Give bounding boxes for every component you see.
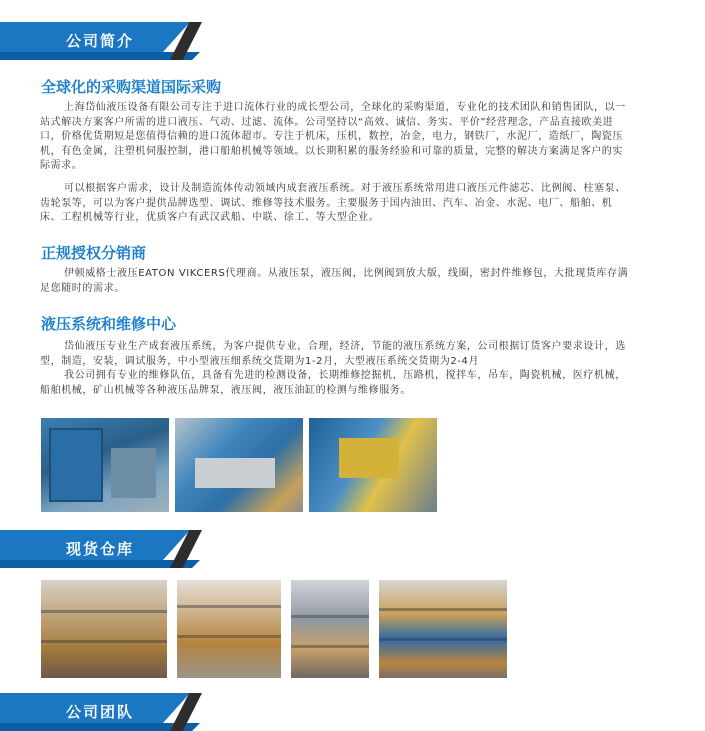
heading-hydraulic-center: 液压系统和维修中心: [41, 315, 177, 333]
paragraph-repair: 我公司拥有专业的维修队伍，具备有先进的检测设备，长期维修挖掘机，压路机，搅拌车，吊车，陶瓷机械，医疗机械，船舶机械，矿山机械等各种液压品牌泵，液压阀，液压油缸的检测与维修服务。: [40, 370, 626, 396]
section-banner-warehouse: [0, 530, 210, 568]
banner-title: 公司团队: [66, 703, 135, 721]
photo-hydraulic-station-2: [175, 418, 303, 512]
paragraph-hydraulic-systems: 岱仙液压专业生产成套液压系统，为客户提供专业，合理，经济，节能的液压系统方案，公司根据订货客户要求设计，选型，制造，安装，调试服务，中小型液压细系统交货期为1-2月，大型液压系统交货期为2-4月: [40, 341, 626, 367]
photo-warehouse-2: [177, 580, 281, 678]
photo-warehouse-1: [41, 580, 167, 678]
paragraph-intro: 上海岱仙液压设备有限公司专注于进口流体行业的成长型公司，全球化的采购渠道，专业化的技术团队和销售团队，以一站式解决方案客户所需的进口液压、气动、过滤、流体。公司坚持以“高效、诚信、务实、平价”经营理念，产品直接欧美进口，价格优货期短是您值得信赖的进口流体超市。专注于机床，压机，数控，冶金，电力，钢铁厂，水泥厂，造纸厂，陶瓷压机，有色金属，注塑机伺服控制，港口船舶机械等领域。以长期积累的服务经验和可靠的质量，完整的解决方案满足客户的实际需求。: [40, 102, 626, 172]
heading-authorized-distributor: 正规授权分销商: [41, 244, 147, 262]
heading-global-sourcing: 全球化的采购渠道国际采购: [41, 78, 222, 96]
photo-hydraulic-station-1: [41, 418, 169, 512]
banner-title: 现货仓库: [66, 540, 135, 558]
photo-warehouse-4: [379, 580, 507, 678]
paragraph-eaton: 伊顿威格士液压EATON VIKCERS代理商。从液压泵，液压阀，比例阀到放大版，线圈，密封件维修包，大批现货库存满足您随时的需求。: [40, 268, 629, 294]
section-banner-company-intro: [0, 22, 210, 60]
photo-warehouse-3: [291, 580, 369, 678]
banner-title: 公司简介: [66, 32, 135, 50]
paragraph-systems: 可以根据客户需求，设计及制造流体传动领域内成套液压系统。对于液压系统常用进口液压元件滤芯、比例阀、柱塞泵、齿轮泵等，可以为客户提供品牌选型、调试、维修等技术服务。主要服务于国内油田、汽车、冶金、水泥、电厂、船舶、机床、工程机械等行业，优质客户有武汉武船、中联、徐工、等大型企业。: [40, 183, 626, 224]
section-banner-team: [0, 693, 210, 731]
photo-hydraulic-station-3: [309, 418, 437, 512]
